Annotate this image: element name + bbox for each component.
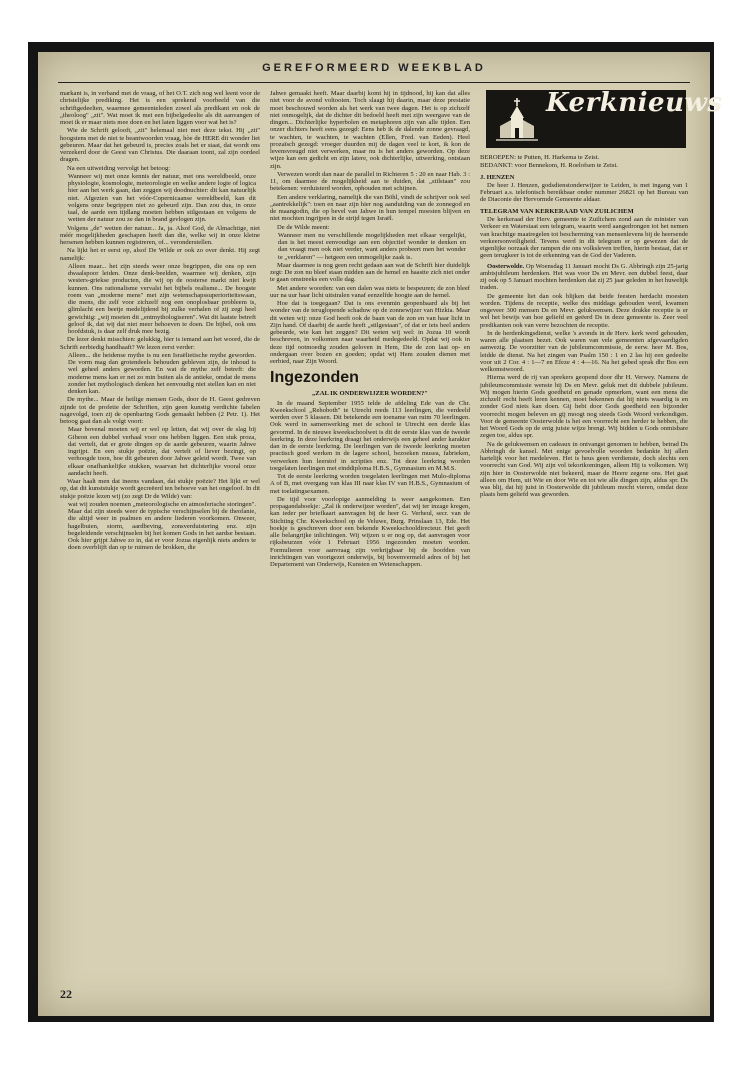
- paragraph: markant is, in verband met de vraag, of het O.T. zich nog wel leent voor de christelijke prediking. Het is een sprekend voorbeeld van die schriftgedeelten, waarmee gemeenteleden zowel als predikant en ook de „theoloog" „zit". Wat moet ik met een bijbelgedeelte als dit aanvangen of moet ik er maar niets mee doen en het laten liggen voor wat het is?: [60, 90, 260, 126]
- paragraph: Hoe dat is toegegaan? Dat is ons evenmin geopenbaard als bij het wonder van de teruglopende schaduw op de zonnewijzer van Hizkia. Maar dit weten wij: onze God heeft ook de baan van de zon en van haar licht in Zijn hand. Of daarbij de aarde heeft „stilgestaan", of dat er iets heel anders gebeurde, wie kan het zeggen? Dit weten wij wel: in Jozua 10 wordt beschreven, in volkomen naar waarheid medegedeeld. Opdat wij ook in deze tijd ootmoedig zouden geloven in Hem, Die de zon laat op- en ondergaan over bozen en goeden; opdat wij Hem zouden dienen met eerbied, naar Zijn Woord.: [270, 300, 470, 365]
- paragraph: Maar daarmee is nog geen recht gedaan aan wat de Schrift hier duidelijk zegt: De zon nu bleef staan midden aan de hemel en haastte zich niet onder te gaan omstreeks een volle dag.: [270, 261, 470, 284]
- kerknieuws-title: Kerknieuws: [546, 88, 723, 118]
- paragraph: De heer J. Henzen, godsdienstonderwijzer te Leiden, is met ingang van 1 Februari a.s. telefonisch bereikbaar onder nummer 26821 op het Bureau van de Diaconie der Hervormde Gemeente aldaar.: [480, 181, 688, 204]
- paragraph: Waar haalt men dat ineens vandaan, dat stukje poëzie? Het lijkt er wel op, dat dit kunststukje wordt gecreëerd ten behoeve van het ongeloof. In dit stukje poëzie lezen wij (zo zegt Dr de Wilde) van:: [60, 478, 260, 500]
- block-quote: Maar bovenal moeten wij er wel op letten, dat wij over de slag bij Gibeon een dubbel verhaal voor ons hebben liggen. Een stuk proza, dat vertelt, dat er grote dingen op de aarde gebeuren, waarin Jahwe ingrijpt. En een stukje poëzie, dat vertelt of liever bezingt, op verhoogde toon, hoe dit gebeuren door Jahwe geleid wordt. Twee van elkaar onafhankelijke stukken, waarvan het dichterlijke vooral onze aandacht heeft.: [68, 426, 256, 477]
- block-quote: Alleen maar... het zijn steeds weer onze begrippen, die ons op een dwaalspoor leiden. Onze denk-beelden, waarmee wij denken, zijn westers-griekse producten, die wij op de oosterse markt niet kwijt kunnen. Ons rationalisme vervalst het bijbels realisme... De hoogste roem van „moderne mens" met zijn wetenschapssuperioriteitswaan, die mens, die zelf voor zichzelf nog een onoplosbaar probleem is, glimlacht een beetje medelijdend bij zulke verhalen of zij zegt heel gewichtig: „wij moeten dit „entmythologiseren". Wat dit laatste betreft geloof ik, dat wij dat niet meer behoeven te doen. De bijbel, ook ons hoofdstuk, is daar zelf druk mee bezig.: [68, 262, 256, 335]
- paragraph: Na een uitweiding vervolgt het betoog:: [67, 164, 171, 172]
- paragraph: Na lijkt het er eerst op, alsof De Wilde er ook zo over denkt. Hij zegt namelijk:: [60, 247, 260, 262]
- paragraph: Verwezen wordt dan naar de parallel in Richteren 5 : 20 en naar Hab. 3 : 11, om daarmee de mogelijkheid aan te duiden, dat „stilstaan" zou betekenen: verduisterd worden, ophouden met schijnen.: [270, 170, 470, 193]
- paragraph: De kerkeraad der Herv. gemeente te Zuilichem zond aan de minister van Verkeer en Waterstaat een telegram, waarin werd aangedrongen tot het nemen van krachtige maatregelen tot bescherming van mensenlevens bij de heersende verkeersonveiligheid. Tevens werd in dit telegram er op gewezen dat de eigenlijke oorzaak der rampen die ons volksleven treffen, hierin bestaat, dat er geen terugkeer is tot de erkenning van de God der Vaderen.: [480, 216, 688, 260]
- paragraph-text: Op Woensdag 11 Januari mocht Ds G. Abbringh zijn 25-jarig ambtsjubileum herdenken. Het was voor Ds en Mevr. een dubbel feest, daar zij ook op 5 Januari mochten herdenken dat zij 25 jaar geleden in het huwelijk traden.: [480, 262, 688, 292]
- news-heading-henzen: J. HENZEN: [480, 173, 515, 181]
- paragraph: Hierna werd de rij van sprekers geopend door dhr H. Verwey. Namens de jubileumcommissie wenste hij Ds en Mevr. geluk met dit dubbele jubileum. Wij mogen hierin Gods goedheid en genade opmerken, want een mens die zichzelf recht heeft leren kennen, moet bekennen dat hij niets waardig is en zonder God niets kan doen. Gij hebt door Gods goedheid een bijzonder voorrecht mogen beleven en gij moogt nog steeds Gods Woord verkondigen. Voor de gemeente Oosterwolde is het een voorrecht een herder te hebben, die het Woord Gods op de enig juiste wijze brengt. Wij bidden u Gods onmisbare zegen toe, aldus spr.: [480, 374, 688, 440]
- block-quote: Alleen... die heidense mythe is nu een Israëlietische mythe geworden. De vorm mag dan grotendeels behouden gebleven zijn, de inhoud is wel geheel anders geworden. En wat de mythe zelf betreft: die moderne mens kan er net zo min buiten als de antieke, omdat de mens zonder het mythologisch denken het eenvoudig niet stellen kan en niet denken kan.: [68, 351, 256, 395]
- paragraph: Na de gelukwensen en cadeaux in ontvangst genomen te hebben, betrad Ds Abbringh de kansel. Met enige gevoelvolle woorden bedankte hij allen hartelijk voor het medeleven. Het is heus geen verdienste, doch slechts een voorrecht van God. Wij zijn vol tekortkomingen, alleen Hij is volkomen. Wij zijn hier in Oosterwolde niet bekeerd, maar de Heere zegene ons. Het gaat alleen om Hem, uit Wie en door Wie en tot wie alle dingen zijn, aldus spr. Ds was blij, dat hij juist in Oosterwolde dit jubileum mocht vieren, omdat deze plaats hem geliefd was geworden.: [480, 440, 688, 499]
- place-name: Oosterwolde.: [487, 262, 525, 270]
- newspaper-page: [38, 52, 723, 1016]
- paragraph: De de Wilde meent:: [277, 223, 330, 231]
- header-rule: [58, 82, 690, 83]
- paragraph: In de herdenkingsdienst, welke 's avonds in de Herv. kerk werd gehouden, waren alle plaatsen bezet. Ook waren van vele gemeenten afgevaardigden aanwezig. De voorzitter van de jubileumcommissie, de eerw. heer M. Bos, leidde de dienst. Na het zingen van Psalm 150 : 1 en 2 las hij een gedeelte voor uit 2 Cor. 4 : 1—7 en Efeze 4 : 4—16. Na het gebed sprak dhr Bos een welkomstwoord.: [480, 329, 688, 374]
- running-head: GEREFORMEERD WEEKBLAD: [262, 62, 486, 74]
- block-quote: Wanneer men nu verschillende mogelijkheden met elkaar vergelijkt, dan is het meest eenvoudige aan een objectief wonder te denken en dan vraagt men ook niet verder, want anders probeert men het wonder te „verklaren" — hetgeen een onmogelijke zaak is.: [278, 231, 466, 261]
- article-column-1: [60, 90, 260, 980]
- paragraph: De lezer denkt misschien: gelukkig, hier is iemand aan het woord, die de Schrift eerbiedig handhaaft? We lezen eerst verder:: [60, 336, 260, 351]
- letter-title: „ZAL IK ONDERWIJZER WORDEN?": [312, 390, 428, 398]
- paragraph: In de maand September 1955 telde de afdeling Ede van de Chr. Kweekschool „Rehoboth" te Utrecht reeds 113 leerlingen, die verdeeld werden over 5 klassen. Dit betekende een toename van ruim 70 leerlingen. Ook werd in samenwerking met de school te Utrecht een derde klas gevormd. In de nieuwe kweekschoolwet is dit de eerste klas van de tweede leerkring. In deze leerkring draagt het onderwijs een geheel ander karakter dan in de eerste leerkring. De leerlingen van de tweede leerkring moeten practisch goed werken in de lagere school, bezoeken musea, fabrieken, verwerken hun leerstof in scripties enz. Tot deze leerkring worden toegelaten leerlingen met einddiploma H.B.S., Gymnasium en M.M.S.: [270, 399, 470, 472]
- block-quote: Wanneer wij met onze kennis der natuur, met ons wereldbeeld, onze physiologie, kosmologie, meteorologie en welke andere logie of logica hier aan het werk gaan, dan zeggen wij doodnuchter: dit kan natuurlijk niet. Afgezien van het vóór-Copernicaanse wereldbeeld, kan dit volgens onze begrippen niet zo gebeurd zijn. Dan zou dus, in onze taal, de aarde een tijdlang moeten hebben stilgestaan en volgens de wetten der natuur zou ze dan in brand gevlogen zijn.: [68, 172, 256, 224]
- paragraph: Een andere verklaring, namelijk die van Böhl, vindt de schrijver ook wel „aantrekkelijk": toen en naar zijn hier nog aanduiding van de zonnegod en de maangodin, die op bevel van Jahwe in hun tempel moesten blijven en niet mochten ingrijpen in de strijd tegen Israël.: [270, 193, 470, 223]
- paragraph: De tijd voor voorlopige aanmelding is weer aangekomen. Een propagandaboekje: „Zal ik onderwijzer worden", dat wij ter inzage kregen, kan ieder per briefkaart aanvragen bij de heer G. Verheul, secr. van de Stichting Chr. Kweekschool op de Veluwe, Burg. Prinslaan 13, Ede. Het boekje is geschreven door een bekende Kweekschooldirecteur. Het geeft alle belangrijke inlichtingen. Wij wijzen u er nog op, dat aanvragen voor rijksbeurzen vóór 1 Februari 1956 ingezonden moeten worden. Formulieren voor aanvraag zijn verkrijgbaar bij de hoofden van inrichtingen van voortgezet onderwijs, bij bovenvermeld adres of bij het Departement van Onderwijs, Kunsten en Wetenschappen.: [270, 495, 470, 569]
- church-icon: [494, 94, 540, 144]
- paragraph: Met andere woorden: van een dalen was niets te bespeuren; de zon bleef uur na uur haar licht uitstralen vanaf eenzelfde hoogte aan de hemel.: [270, 284, 470, 299]
- page-number: 22: [60, 987, 72, 1001]
- article-column-2: [270, 90, 470, 980]
- news-item-beroepen: BEROEPEN: te Putten, H. Harkema te Zeist.: [480, 154, 600, 161]
- news-item-oosterwolde: [480, 263, 688, 292]
- block-quote: wat wij zouden noemen „meteorologische en atmosferische storingen". Maar dat zijn steeds weer de typische verschijnselen bij de theofanie, die altijd weer in psalmen en andere liederen voorkomen. Onweer, hagelbuien, storm, aardbeving, zonsverduistering enz. zijn begeleidende verschijnselen bij het komen Gods in het aardse bestaan. Ook hier grijpt Jahwe zo in, dat er voor Jozua eigenlijk niets anders te doen overblijft dan op te ruimen de brokken, die: [68, 500, 256, 552]
- paragraph: Volgens „de" wetten der natuur... Ja, ja. Alsof God, de Almachtige, niet méér mogelijkheden geschapen heeft dan die, welke wij in onze kleine hersenen hebben kunnen registreren, of... veronderstellen.: [60, 224, 260, 246]
- paragraph: De mythe... Maar de heilige mensen Gods, door de H. Geest gedreven zijnde tot de profetie der Schriften, zijn geen kunstig verdichte fabelen nagevolgd, toen zij de openbaring Gods gemaakt hebben (2 Petr. 1). Het betoog gaat dan als volgt voort:: [60, 396, 260, 425]
- section-heading-ingezonden: Ingezonden: [270, 369, 359, 387]
- paragraph: Tot de eerste leerkring worden toegelaten leerlingen met Mulo-diploma A of B, met overgang van klas III naar klas IV van H.B.S., Gymnasium of met toelatingsexamen.: [270, 473, 470, 495]
- news-heading-telegram: TELEGRAM VAN KERKERAAD VAN ZUILICHEM: [480, 207, 634, 215]
- news-item-bedankt: BEDANKT: voor Bennekom, H. Roelofsen te Zeist.: [480, 162, 618, 170]
- paragraph: De gemeente liet dan ook blijken dat beide feesten herdacht moesten worden. Tijdens de receptie, welke des middags gehouden werd, kwamen ongeveer 300 mensen Ds en Mevr. gelukwensen. Deze drukke receptie is er wel het bewijs van hoe geliefd en geëerd Ds in deze gemeente is. Zeer veel predikanten ook van verre bezochten de receptie.: [480, 292, 688, 329]
- paragraph: Wie de Schrift gelooft, „zit" helemaal niet met deze tekst. Hij „zit" hoogstens met de niet te beantwoorden vraag, hòe de HERE dit wonder liet gebeuren. Maar dat het gebeurd is, precies zoals het er staat, dat wordt ons verzekerd door de Geest van Christus. Die daaraan toont, zal zijn oordeel dragen.: [60, 127, 260, 164]
- paragraph: Jahwe gemaakt heeft. Maar daarbij komt hij in tijdnood, hij kan dat alles niet voor de avond voltooien. Toch slaagt hij daarin, maar deze prestatie moet beschouwd worden als het werk van twee dagen. Het is op zichzelf niet onmogelijk, dat de dichter dit bedoeld heeft met zijn weergave van de dingen... Dichterlijke hyperbolen en metaphoren zijn van alle tijden. Een onzer dichters heeft eens gezegd: Eens heb ik de dalende zonne gevraagd, te wachten, te wachten, te wachten (Ellen, Fred. van Eeden). Heel prozaïsch gezegd: vroeger duurden mij de dagen veel te kort, ik kon de levensvreugd niet verwerken, maar nu is het anders geworden. Op deze wijze kan een gedicht en zijn latere, ook dichterlijke, uitwerking, ontstaan zijn.: [270, 90, 470, 170]
- kerknieuws-masthead: [486, 88, 723, 148]
- kerknieuws-column: [480, 88, 723, 980]
